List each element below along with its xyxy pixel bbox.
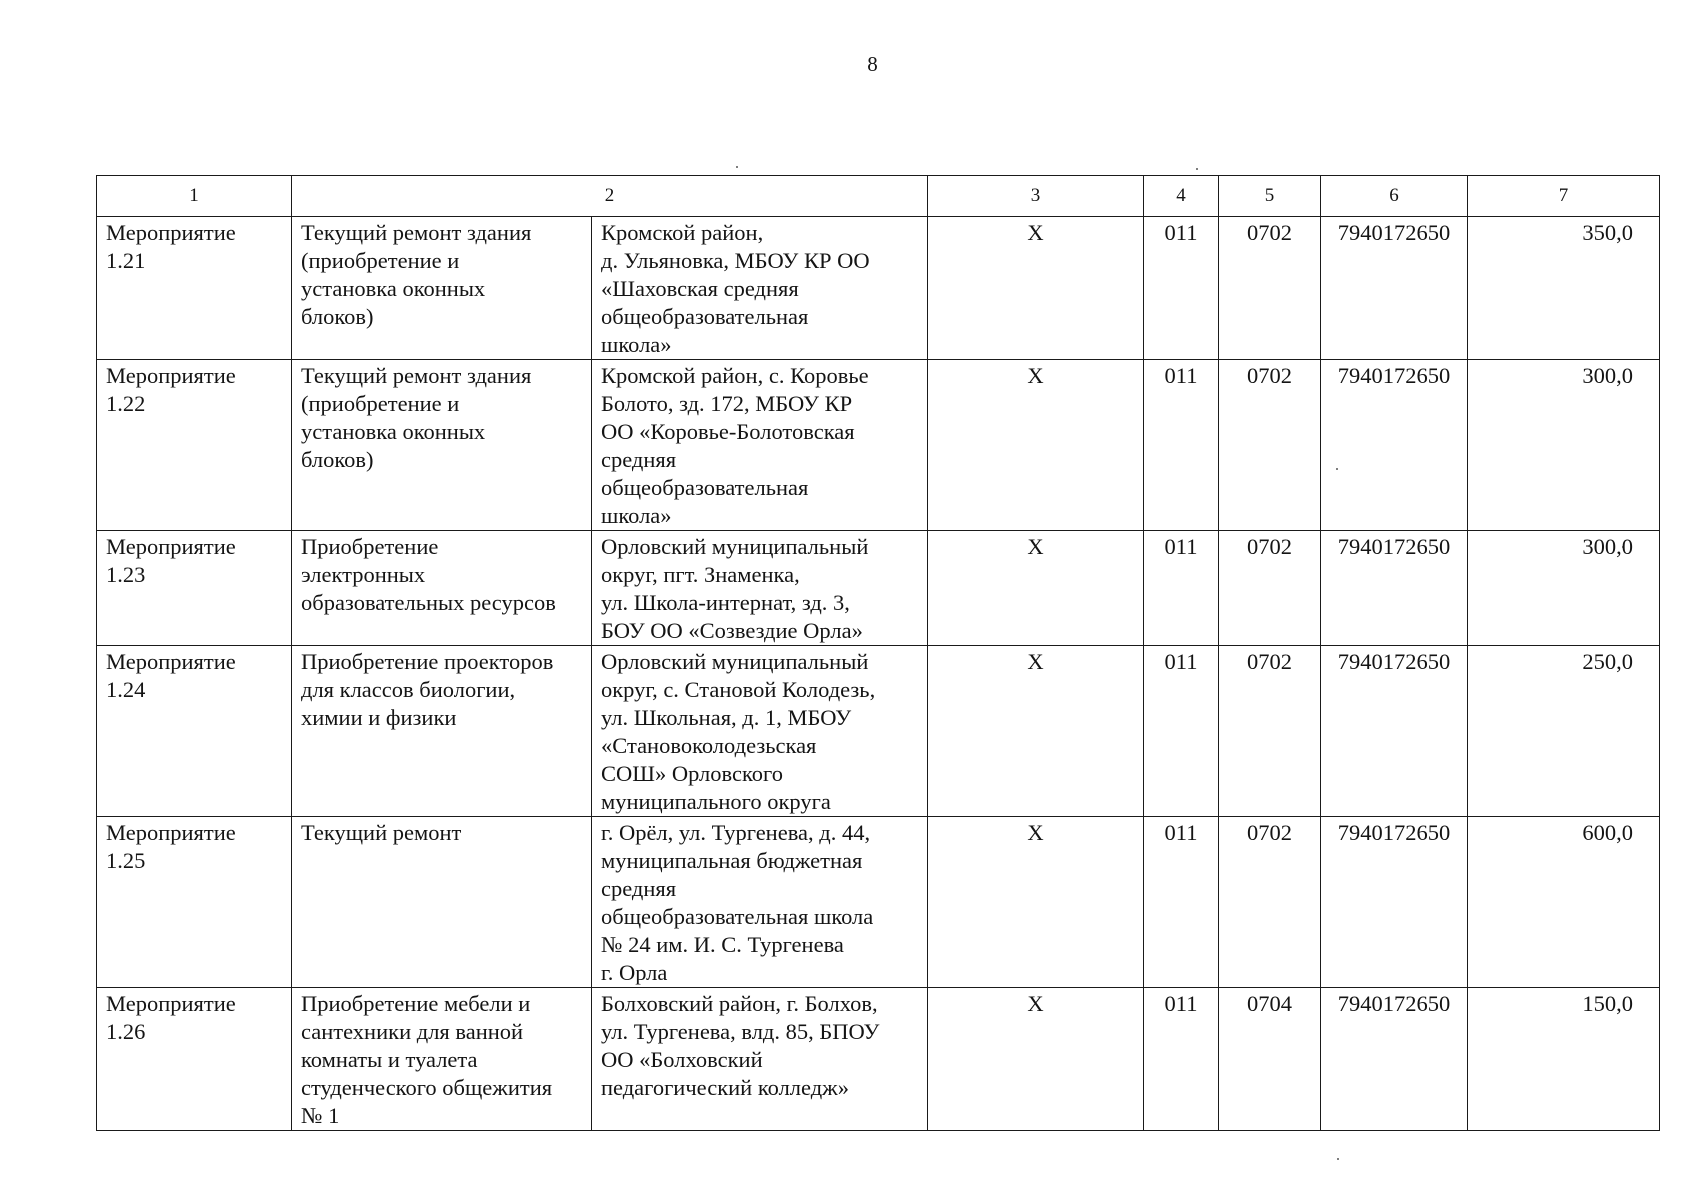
event-name-cell: Текущий ремонт здания (приобретение и установка оконных блоков) [292,217,592,360]
event-id-cell: Мероприятие 1.25 [97,817,292,988]
table-row [97,531,1660,646]
event-name-cell: Приобретение электронных образовательных ресурсов [292,531,592,646]
col4-cell: 011 [1144,817,1219,988]
header-cell-1: 1 [97,176,292,217]
scan-speck [1337,1158,1339,1160]
event-name-cell: Приобретение проекторов для классов биологии, химии и физики [292,646,592,817]
event-name-cell: Приобретение мебели и сантехники для ванной комнаты и туалета студенческого общежития № 1 [292,988,592,1131]
col4-cell: 011 [1144,646,1219,817]
amount-cell: 300,0 [1468,531,1660,646]
col3-cell: Х [928,217,1144,360]
page-number: 8 [867,52,878,76]
header-cell-2: 2 [292,176,928,217]
table-row [97,988,1660,1131]
event-id-cell: Мероприятие 1.23 [97,531,292,646]
event-location-cell: Болховский район, г. Болхов, ул. Тургенева, влд. 85, БПОУ ОО «Болховский педагогический колледж» [592,988,928,1131]
col3-cell: Х [928,531,1144,646]
table-row [97,217,1660,360]
event-id-cell: Мероприятие 1.26 [97,988,292,1131]
amount-cell: 150,0 [1468,988,1660,1131]
col6-cell: 7940172650 [1321,988,1468,1131]
header-cell-3: 3 [928,176,1144,217]
scan-speck [736,166,738,168]
header-cell-5: 5 [1219,176,1321,217]
col5-cell: 0702 [1219,817,1321,988]
header-cell-4: 4 [1144,176,1219,217]
event-location-cell: Орловский муниципальный округ, пгт. Знаменка, ул. Школа-интернат, зд. 3, БОУ ОО «Созвездие Орла» [592,531,928,646]
col4-cell: 011 [1144,531,1219,646]
table-row [97,360,1660,531]
header-cell-7: 7 [1468,176,1660,217]
col6-cell: 7940172650 [1321,817,1468,988]
col5-cell: 0702 [1219,360,1321,531]
col3-cell: Х [928,360,1144,531]
col5-cell: 0704 [1219,988,1321,1131]
col4-cell: 011 [1144,988,1219,1131]
table-row [97,646,1660,817]
col4-cell: 011 [1144,360,1219,531]
col5-cell: 0702 [1219,646,1321,817]
amount-cell: 250,0 [1468,646,1660,817]
events-table [96,175,1660,1131]
col5-cell: 0702 [1219,217,1321,360]
table-row [97,817,1660,988]
col6-cell: 7940172650 [1321,217,1468,360]
header-cell-6: 6 [1321,176,1468,217]
event-location-cell: Кромской район, с. Коровье Болото, зд. 172, МБОУ КР ОО «Коровье-Болотовская средняя общеобразовательная школа» [592,360,928,531]
col3-cell: Х [928,646,1144,817]
event-name-cell: Текущий ремонт [292,817,592,988]
header-row [97,176,1660,217]
event-location-cell: Орловский муниципальный округ, с. Становой Колодезь, ул. Школьная, д. 1, МБОУ «Становоколодезьская СОШ» Орловского муниципального округа [592,646,928,817]
col5-cell: 0702 [1219,531,1321,646]
amount-cell: 600,0 [1468,817,1660,988]
col3-cell: Х [928,988,1144,1131]
col6-cell: 7940172650 [1321,531,1468,646]
event-name-cell: Текущий ремонт здания (приобретение и установка оконных блоков) [292,360,592,531]
col3-cell: Х [928,817,1144,988]
event-location-cell: Кромской район, д. Ульяновка, МБОУ КР ОО «Шаховская средняя общеобразовательная школа» [592,217,928,360]
col4-cell: 011 [1144,217,1219,360]
event-id-cell: Мероприятие 1.24 [97,646,292,817]
event-id-cell: Мероприятие 1.21 [97,217,292,360]
event-id-cell: Мероприятие 1.22 [97,360,292,531]
col6-cell: 7940172650 [1321,646,1468,817]
scan-speck [1196,168,1198,170]
col6-cell: 7940172650 [1321,360,1468,531]
event-location-cell: г. Орёл, ул. Тургенева, д. 44, муниципальная бюджетная средняя общеобразовательная школа № 24 им. И. С. Тургенева г. Орла [592,817,928,988]
amount-cell: 300,0 [1468,360,1660,531]
amount-cell: 350,0 [1468,217,1660,360]
